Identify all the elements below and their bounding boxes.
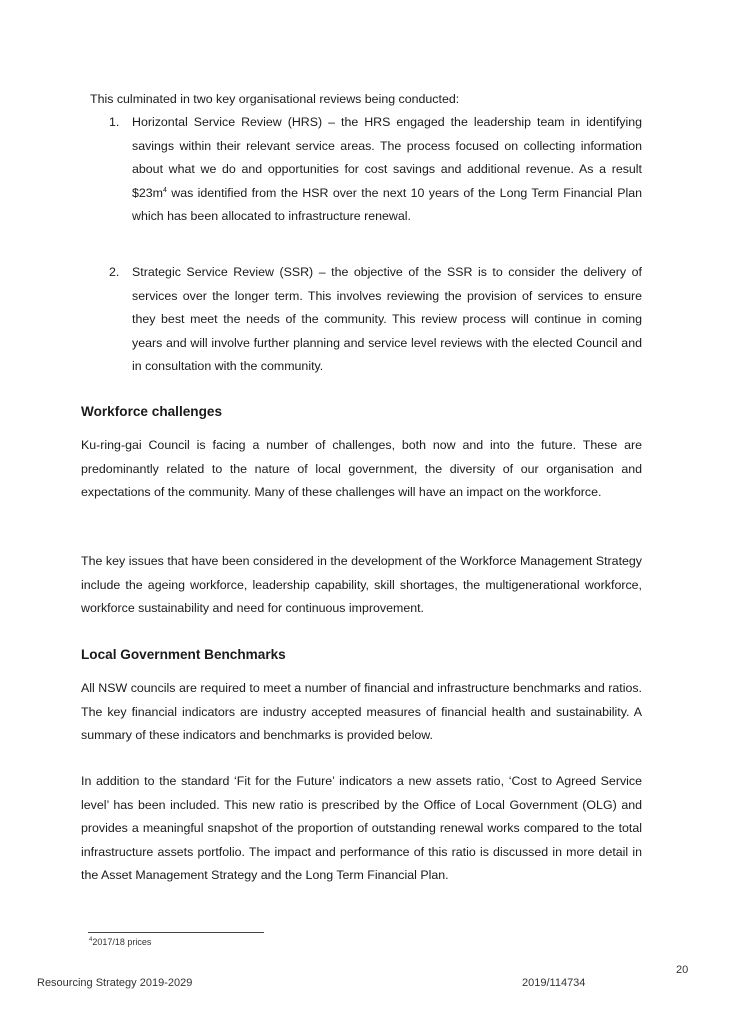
benchmarks-paragraph-1: All NSW councils are required to meet a number of financial and infrastructure benchmarks and ratios. The key financial indicators are industry accepted measures of financial health and sustainability. A summary of these indicators and benchmarks is provided below. [81, 681, 642, 742]
benchmarks-paragraph-2: In addition to the standard ‘Fit for the Future’ indicators a new assets ratio, ‘Cost to Agreed Service level’ has been included. This new ratio is prescribed by the Office of Local Government (OLG) and provides a meaningful snapshot of the proportion of outstanding renewal works compared to the total infrastructure assets portfolio. The impact and performance of this ratio is discussed in more detail in the Asset Management Strategy and the Long Term Financial Plan. [81, 774, 642, 882]
page-number: 20 [676, 964, 689, 976]
workforce-paragraph-1: Ku-ring-gai Council is facing a number of challenges, both now and into the future. These are predominantly related to the nature of local government, the diversity of our organisation and expectations of the community. Many of these challenges will have an impact on the workforce. [81, 438, 642, 499]
list-number: 2. [109, 265, 120, 279]
workforce-paragraph-2: The key issues that have been considered in the development of the Workforce Management Strategy include the ageing workforce, leadership capability, skill shortages, the multigenerational workforce, workforce sustainability and need for continuous improvement. [81, 554, 642, 615]
footnote-reference[interactable]: 4 [163, 186, 167, 194]
footnote [89, 937, 151, 947]
list-number: 1. [109, 115, 120, 129]
footnote-divider [88, 932, 264, 933]
ssr-text: Strategic Service Review (SSR) – the objective of the SSR is to consider the delivery of services over the longer term. This involves reviewing the provision of services to ensure they best meet the needs of the community. This review process will continue in coming years and will involve further planning and service level reviews with the elected Council and in consultation with the community. [132, 265, 642, 373]
benchmarks-heading: Local Government Benchmarks [81, 647, 286, 662]
review-item-hrs [109, 111, 642, 229]
list-item-text [132, 111, 642, 229]
hrs-text-end: was identified from the HSR over the next 10 years of the Long Term Financial Plan which has been allocated to infrastructure renewal. [132, 185, 642, 223]
intro-text: This culminated in two key organisational reviews being conducted: [90, 92, 460, 106]
workforce-heading: Workforce challenges [81, 404, 223, 419]
footnote-text: 2017/18 prices [92, 937, 152, 947]
footer-document-title: Resourcing Strategy 2019-2029 [37, 977, 193, 989]
footer-reference-number: 2019/114734 [522, 977, 586, 989]
review-item-ssr [109, 261, 642, 379]
footnote-marker: 4 [89, 937, 93, 943]
hrs-text-start: Horizontal Service Review (HRS) – the HRS engaged the leadership team in identifying savings within their relevant service areas. The process focused on collecting information about what we do and opportunities for cost savings and additional revenue. As a result $23m [132, 115, 642, 200]
